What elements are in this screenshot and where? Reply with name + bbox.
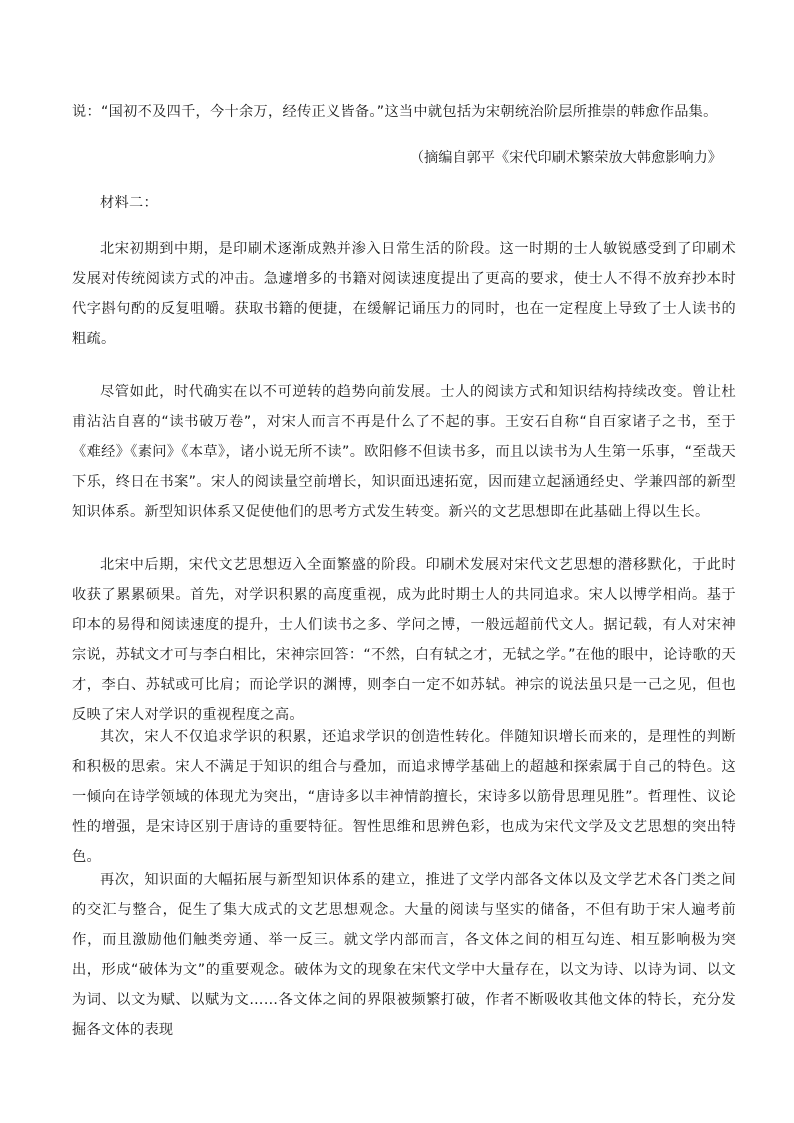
body-paragraph: 北宋初期到中期，是印刷术逐渐成熟并渗入日常生活的阶段。这一时期的士人敏锐感受到了印刷术发展对传统阅读方式的冲击。急遽增多的书籍对阅读速度提出了更高的要求，使士人不得不放弃抄本时代字斟句酌的反复咀嚼。获取书籍的便捷，在缓解记诵压力的同时，也在一定程度上导致了士人读书的粗疏。: [72, 241, 736, 347]
body-paragraph: 再次，知识面的大幅拓展与新型知识体系的建立，推进了文学内部各文体以及文学艺术各门类之间的交汇与整合，促生了集大成式的文艺思想观念。大量的阅读与坚实的储备，不但有助于宋人遍考前作，而且激励他们触类旁通、举一反三。就文学内部而言，各文体之间的相互勾连、相互影响极为突出，形成“破体为文”的重要观念。破体为文的现象在宋代文学中大量存在，以文为诗、以诗为词、以文为词、以文为赋、以赋为文……各文体之间的界限被频繁打破，作者不断吸收其他文体的特长，充分发掘各文体的表现: [72, 872, 736, 1038]
body-paragraph: 北宋中后期，宋代文艺思想迈入全面繁盛的阶段。印刷术发展对宋代文艺思想的潜移默化，于此时收获了累累硕果。首先，对学识积累的高度重视，成为此时期士人的共同追求。宋人以博学相尚。基于印本的易得和阅读速度的提升，士人们读书之多、学问之博，一般远超前代文人。据记载，有人对宋神宗说，苏轼文才可与李白相比，宋神宗回答：“不然，白有轼之才，无轼之学。”在他的眼中，论诗歌的天才，李白、苏轼或可比肩；而论学识的渊博，则李白一定不如苏轼。神宗的说法虽只是一己之见，但也反映了宋人对学识的重视程度之高。: [72, 557, 736, 723]
source-citation: （摘编自郭平《宋代印刷术繁荣放大韩愈影响力》: [409, 150, 722, 166]
continuation-paragraph: 说：“国初不及四千，今十余万，经传正义皆备。”这当中就包括为宋朝统治阶层所推崇的韩愈作品集。: [72, 104, 718, 120]
section-heading: 材料二：: [100, 195, 158, 211]
body-paragraph: 其次，宋人不仅追求学识的积累，还追求学识的创造性转化。伴随知识增长而来的，是理性的判断和积极的思索。宋人不满足于知识的组合与叠加，而追求博学基础上的超越和探索属于自己的特色。这一倾向在诗学领域的体现尤为突出，“唐诗多以丰神情韵擅长，宋诗多以筋骨思理见胜”。哲理性、议论性的增强，是宋诗区别于唐诗的重要特征。智性思维和思辨色彩，也成为宋代文学及文艺思想的突出特色。: [72, 729, 736, 865]
body-paragraph: 尽管如此，时代确实在以不可逆转的趋势向前发展。士人的阅读方式和知识结构持续改变。曾让杜甫沾沾自喜的“读书破万卷”，对宋人而言不再是什么了不起的事。王安石自称“自百家诸子之书，至于《难经》《素问》《本草》，诸小说无所不读”。欧阳修不但读书多，而且以读书为人生第一乐事，“至哉天下乐，终日在书案”。宋人的阅读量空前增长，知识面迅速拓宽，因而建立起涵通经史、学兼四部的新型知识体系。新型知识体系又促使他们的思考方式发生转变。新兴的文艺思想即在此基础上得以生长。: [72, 384, 736, 520]
